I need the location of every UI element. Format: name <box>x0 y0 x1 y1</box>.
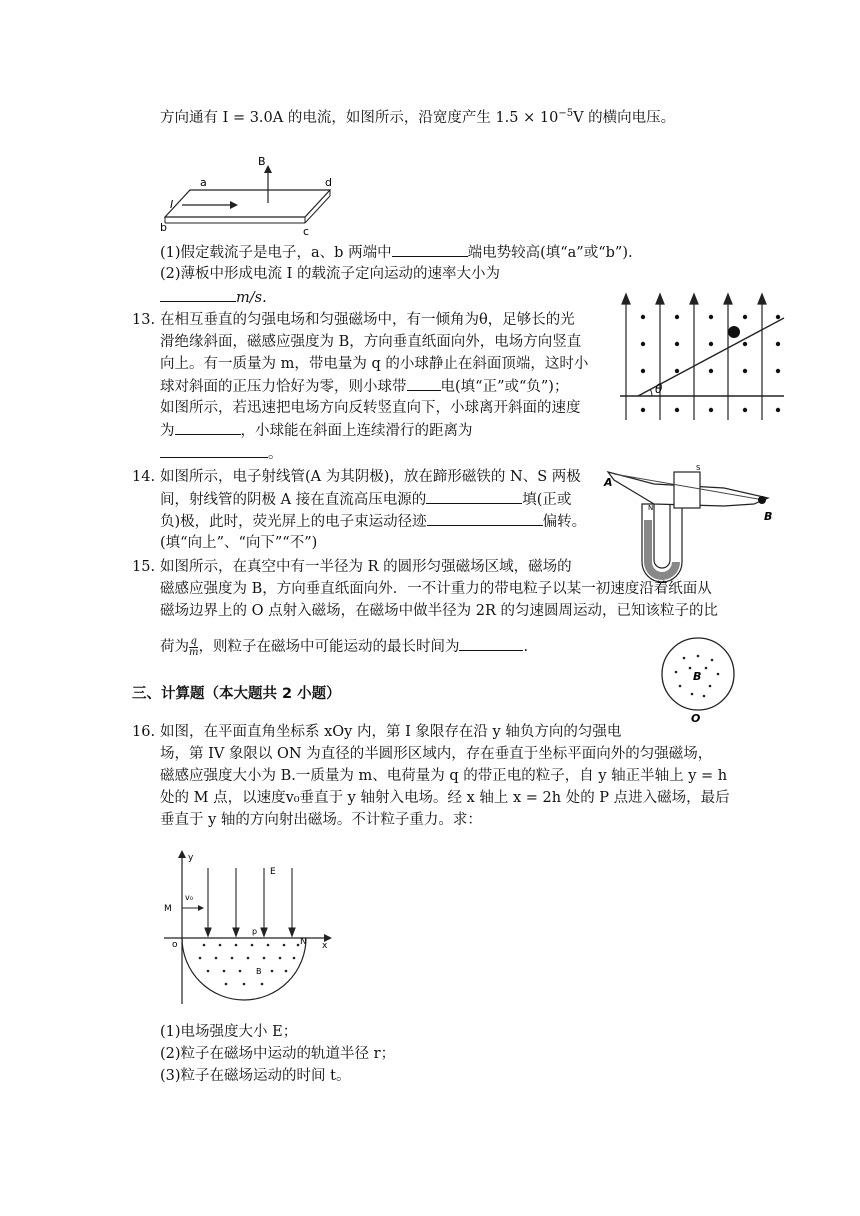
B-label: B <box>764 510 773 523</box>
o-label: o <box>172 940 178 950</box>
answer-blank[interactable] <box>426 489 522 504</box>
electric-field-lines <box>622 294 766 420</box>
q15-number: 15. <box>132 559 156 575</box>
d-label: d <box>325 176 332 189</box>
a-label: a <box>200 176 207 189</box>
q13-line3: 向上。有一质量为 m，带电量为 q 的小球静止在斜面顶端，这时小 <box>160 356 589 372</box>
E-label: E <box>270 867 276 877</box>
B-label: B <box>256 967 262 976</box>
b-label: b <box>160 221 167 234</box>
q13-line6: 为 ，小球能在斜面上连续滑行的距离为 <box>160 420 473 441</box>
q16-line1: 如图，在平面直角坐标系 xOy 内，第 I 象限存在沿 y 轴负方向的匀强电 <box>160 724 622 740</box>
answer-blank[interactable] <box>175 420 241 435</box>
intro-line: 方向通有 I = 3.0A 的电流，如图所示，沿宽度产生 $1.5 \times 10^{-5}V$ 的横向电压。 <box>160 108 676 126</box>
q16-sub3: (3)粒子在磁场运动的时间 t。 <box>160 1068 351 1084</box>
q16-sub2: (2)粒子在磁场中运动的轨道半径 r； <box>160 1046 396 1062</box>
q14-line2: 间，射线管的阴极 A 接在直流高压电源的 填(正或 <box>160 489 571 510</box>
circular-field-figure <box>660 636 736 724</box>
q15-line3: 磁场边界上的 O 点射入磁场，在磁场中做半径为 2R 的匀速圆周运动，已知该粒子的比 <box>160 603 718 619</box>
I-label: I <box>170 198 174 211</box>
angle-arc <box>650 389 652 396</box>
answer-blank[interactable] <box>392 242 468 257</box>
screen-spot <box>758 496 766 504</box>
charge-mass-fraction: $\frac{q}{m}$ <box>189 635 199 658</box>
N-label: N <box>300 937 307 947</box>
O-label: O <box>691 712 701 725</box>
answer-blank[interactable] <box>160 443 268 458</box>
answer-blank[interactable] <box>160 287 236 302</box>
ball <box>728 326 740 338</box>
tube-collar <box>674 472 700 508</box>
plate-side <box>305 196 330 223</box>
theta-label: θ <box>655 382 663 396</box>
q16-line3: 磁感应强度大小为 B.一质量为 m、电荷量为 q 的带正电的粒子，自 y 轴正半轴上 y = h <box>160 768 728 784</box>
P-label: p <box>252 927 258 936</box>
plate-outline <box>165 190 330 217</box>
c-label: c <box>303 225 310 238</box>
incline-field-figure <box>618 292 788 422</box>
N-label: N <box>648 504 654 512</box>
q14-line3: 负)极，此时，荧光屏上的电子束运动径迹 偏转。 <box>160 511 586 532</box>
v0-arrowhead <box>198 905 204 911</box>
answer-blank[interactable] <box>459 636 523 651</box>
q15-line1: 如图所示，在真空中有一半径为 R 的圆形匀强磁场区域，磁场的 <box>160 559 572 575</box>
answer-blank[interactable] <box>407 376 441 391</box>
y-axis-arrow <box>178 850 186 858</box>
q13-line7: 。 <box>160 443 283 464</box>
q15-line2: 磁感应强度为 B，方向垂直纸面向外．一不计重力的带电粒子以某一初速度沿着纸面从 <box>160 581 712 597</box>
q14-number: 14. <box>132 469 156 485</box>
q14-line1: 如图所示，电子射线管(A 为其阴极)，放在蹄形磁铁的 N、S 两极 <box>160 469 581 485</box>
q13-line2: 滑绝缘斜面，磁感应强度为 B，方向垂直纸面向外，电场方向竖直 <box>160 334 582 350</box>
q15-line4: 荷为 $\frac{q}{m}$ ，则粒子在磁场中可能运动的最长时间为 . <box>160 635 529 658</box>
semicircle-boundary <box>182 938 306 1000</box>
q13-line4: 球对斜面的正压力恰好为零，则小球带 电(填“正”或“负”)； <box>160 376 568 397</box>
q16-number: 16. <box>132 724 156 740</box>
E-field-lines <box>205 868 295 936</box>
q12-part2-answer: m/s. <box>160 287 267 308</box>
q13-line5: 如图所示，若迅速把电场方向反转竖直向下，小球离开斜面的速度 <box>160 400 581 416</box>
section-title: 三、计算题（本大题共 2 小题） <box>132 686 341 702</box>
q13-number: 13. <box>132 312 156 328</box>
q16-line5: 垂直于 y 轴的方向射出磁场。不计粒子重力。求： <box>160 812 482 828</box>
q16-sub1: (1)电场强度大小 E； <box>160 1024 298 1040</box>
q16-line4: 处的 M 点，以速度v₀垂直于 y 轴射入电场。经 x 轴上 x = 2h 处的 P 点进入磁场，最后 <box>160 790 730 806</box>
v0-label: v₀ <box>185 893 193 902</box>
q16-line2: 场，第 IV 象限以 ON 为直径的半圆形区域内，存在垂直于坐标平面向外的匀强磁场， <box>160 746 713 762</box>
electron-tube-magnet-figure <box>604 460 780 572</box>
answer-blank[interactable] <box>427 511 543 526</box>
M-label: M <box>164 904 172 914</box>
I-arrowhead <box>230 201 238 209</box>
q14-line4: (填“向上”、“向下”“不”) <box>160 535 318 551</box>
y-label: y <box>188 853 194 863</box>
thin-plate-figure <box>160 155 340 238</box>
B-label: B <box>258 155 266 168</box>
B-field-dots <box>199 944 300 986</box>
B-label: B <box>693 670 702 683</box>
coordinate-field-figure <box>160 848 340 1008</box>
S-label: S <box>696 464 701 472</box>
q12-part1: (1)假定载流子是电子，a、b 两端中 端电势较高(填“a”或“b”). <box>160 242 633 263</box>
q13-line1: 在相互垂直的匀强电场和匀强磁场中，有一倾角为θ，足够长的光 <box>160 312 575 328</box>
magnetic-field-dots <box>641 315 780 412</box>
x-label: x <box>322 941 328 951</box>
A-label: A <box>604 476 613 489</box>
q12-part2: (2)薄板中形成电流 I 的载流子定向运动的速率大小为 <box>160 266 500 282</box>
